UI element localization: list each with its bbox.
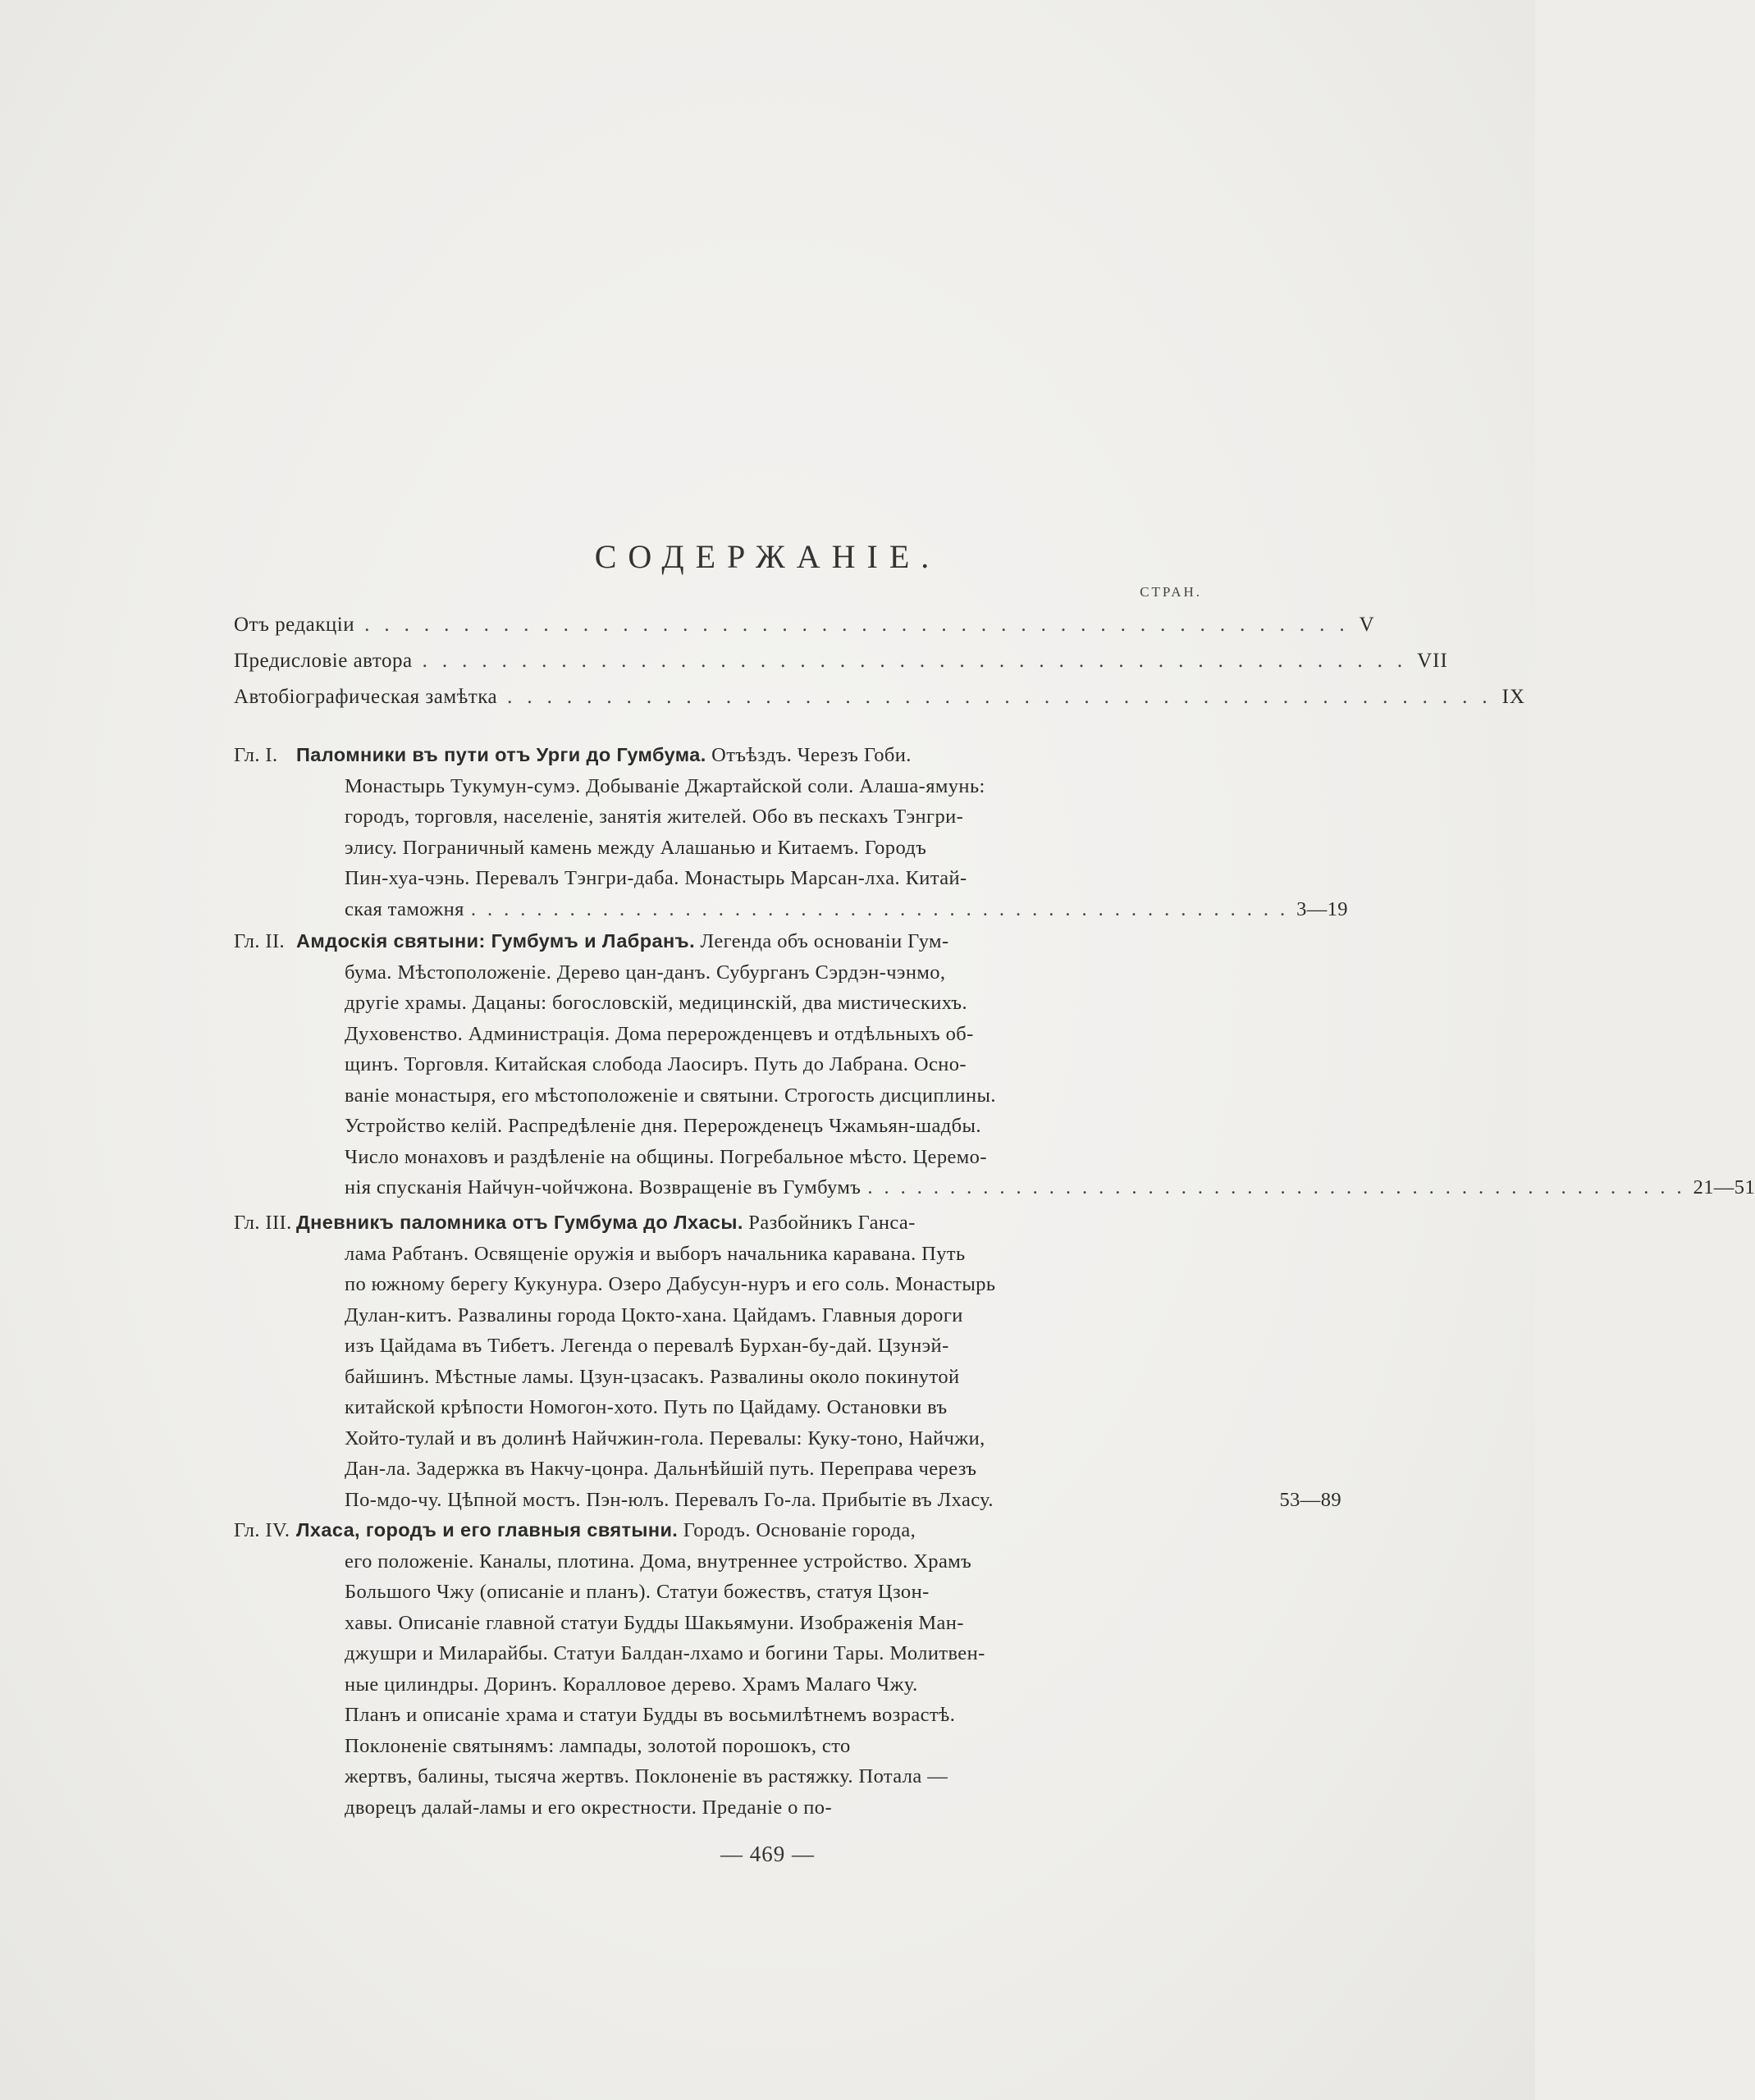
toc-entry[interactable] (234, 686, 1525, 722)
toc-entry-title: Автобіографическая замѣтка (234, 686, 498, 708)
toc-entry[interactable] (234, 650, 1448, 686)
chapter-label: Гл. IV. (234, 1519, 290, 1541)
chapter-summary-line: ская таможня (345, 897, 464, 920)
chapter-summary-line: Монастырь Тукумун-сумэ. Добываніе Джартайской соли. Алаша-ямунь: (345, 774, 985, 797)
chapter-label: Гл. II. (234, 930, 286, 952)
dot-leader: .................................................. (364, 614, 1360, 636)
chapter-title: Дневникъ паломника отъ Гумбума до Лхасы. (296, 1212, 743, 1233)
chapter-summary-line: элису. Пограничный камень между Алашанью и Китаемъ. Городъ (345, 836, 927, 859)
pages-column-label: СТРАН. (1140, 584, 1202, 600)
chapter-summary-line: изъ Цайдама въ Тибетъ. Легенда о перевалѣ Бурхан-бу-дай. Цзунэй- (345, 1335, 949, 1357)
chapter-entry[interactable] (234, 926, 1755, 1203)
dot-leader: .................................................. (470, 897, 1297, 920)
chapter-summary-line: городъ, торговля, населеніе, занятія жителей. Обо въ пескахъ Тэнгри- (345, 806, 964, 828)
chapter-summary-line: джушри и Миларайбы. Статуи Балдан-лхамо и богини Тары. Молитвен- (345, 1642, 985, 1664)
dot-leader: .................................................. (422, 650, 1418, 672)
chapter-summary-line: Легенда объ основаніи Гум- (700, 930, 949, 952)
chapter-summary-line: Пин-хуа-чэнь. Перевалъ Тэнгри-даба. Монастырь Марсан-лха. Китай- (345, 867, 967, 889)
toc-entry-page: IX (1501, 686, 1525, 708)
chapter-summary-line: Дан-ла. Задержка въ Накчу-цонра. Дальнѣйшій путь. Переправа черезъ (345, 1458, 977, 1480)
chapter-summary-line: лама Рабтанъ. Освященіе оружія и выборъ начальника каравана. Путь (345, 1242, 966, 1265)
chapter-title: Паломники въ пути отъ Урги до Гумбума. (296, 744, 706, 765)
chapter-summary-line: Планъ и описаніе храма и статуи Будды въ восьмилѣтнемъ возрастѣ. (345, 1704, 956, 1726)
chapter-summary-line: китайской крѣпости Номогон-хото. Путь по Цайдаму. Остановки въ (345, 1396, 948, 1418)
chapter-pages: 53—89 (1279, 1488, 1341, 1511)
chapter-pages: 21—51 (1693, 1176, 1755, 1198)
dot-leader: .................................................. (867, 1176, 1693, 1198)
chapter-label: Гл. I. (234, 744, 278, 766)
chapter-summary-line: Духовенство. Администрація. Дома перерожденцевъ и отдѣльныхъ об- (345, 1022, 974, 1045)
chapter-entry[interactable] (234, 1515, 1231, 1823)
chapter-summary-line: по южному берегу Кукунура. Озеро Дабусун-нуръ и его соль. Монастырь (345, 1273, 996, 1295)
toc-entry-title: Отъ редакціи (234, 614, 355, 636)
chapter-summary-line: щинъ. Торговля. Китайская слобода Лаосиръ. Путь до Лабрана. Осно- (345, 1053, 967, 1075)
chapter-summary-line: Поклоненіе святынямъ: лампады, золотой порошокъ, сто (345, 1734, 851, 1757)
dot-leader: .................................................. (507, 686, 1502, 708)
chapter-summary-line: ваніе монастыря, его мѣстоположеніе и святыни. Строгость дисциплины. (345, 1084, 996, 1107)
chapter-label: Гл. III. (234, 1212, 292, 1234)
chapter-title: Амдоскія святыни: Гумбумъ и Лабранъ. (296, 930, 695, 952)
chapter-summary-line: Разбойникъ Ганса- (748, 1212, 916, 1234)
chapter-entry[interactable] (234, 1208, 1341, 1515)
chapter-title: Лхаса, городъ и его главныя святыни. (296, 1519, 679, 1541)
chapter-pages: 3—19 (1296, 897, 1348, 920)
chapter-summary-line: его положеніе. Каналы, плотина. Дома, внутреннее устройство. Храмъ (345, 1550, 972, 1573)
chapter-summary-line: Дулан-китъ. Развалины города Цокто-хана. Цайдамъ. Главныя дороги (345, 1303, 963, 1326)
toc-entry-title: Предисловіе автора (234, 650, 413, 672)
chapter-summary-line: байшинъ. Мѣстные ламы. Цзун-цзасакъ. Развалины около покинутой (345, 1365, 960, 1388)
chapter-summary-line: дворецъ далай-ламы и его окрестности. Преданіе о по- (345, 1796, 833, 1819)
chapter-summary-line: Хойто-тулай и въ долинѣ Найчжин-гола. Перевалы: Куку-тоно, Найчжи, (345, 1427, 985, 1449)
chapter-summary-line: Городъ. Основаніе города, (683, 1519, 916, 1541)
chapter-summary-line: ные цилиндры. Доринъ. Коралловое дерево. Храмъ Малаго Чжу. (345, 1673, 918, 1696)
page-heading: СОДЕРЖАНІЕ. (594, 538, 941, 575)
chapter-summary-line: бума. Мѣстоположеніе. Дерево цан-данъ. Субурганъ Сэрдэн-чэнмо, (345, 961, 946, 984)
chapter-summary-line: хавы. Описаніе главной статуи Будды Шакьямуни. Изображенія Ман- (345, 1611, 964, 1634)
page-number: — 469 — (720, 1842, 815, 1866)
chapter-summary-line: Отъѣздъ. Черезъ Гоби. (711, 744, 912, 766)
chapter-summary-line: По-мдо-чу. Цѣпной мостъ. Пэн-юлъ. Перевалъ Го-ла. Прибытіе въ Лхасу. (345, 1488, 994, 1511)
chapter-summary-line: жертвъ, балины, тысяча жертвъ. Поклоненіе въ растяжку. Потала — (345, 1765, 948, 1787)
chapter-summary-line: Число монаховъ и раздѣленіе на общины. Погребальное мѣсто. Церемо- (345, 1145, 987, 1168)
chapter-entry[interactable] (234, 740, 1348, 924)
toc-entry-page: VII (1417, 650, 1448, 672)
chapter-summary-line: Устройство келій. Распредѣленіе дня. Перерожденецъ Чжамьян-шадбы. (345, 1115, 981, 1137)
chapter-summary-line: Большого Чжу (описаніе и планъ). Статуи божествъ, статуя Цзон- (345, 1581, 930, 1603)
toc-entry[interactable] (234, 614, 1375, 650)
chapter-summary-line: другіе храмы. Дацаны: богословскій, медицинскій, два мистическихъ. (345, 992, 968, 1014)
toc-entry-page: V (1359, 614, 1375, 636)
chapter-summary-line: нія спусканія Найчун-чойчжона. Возвращеніе въ Гумбумъ (345, 1176, 862, 1198)
